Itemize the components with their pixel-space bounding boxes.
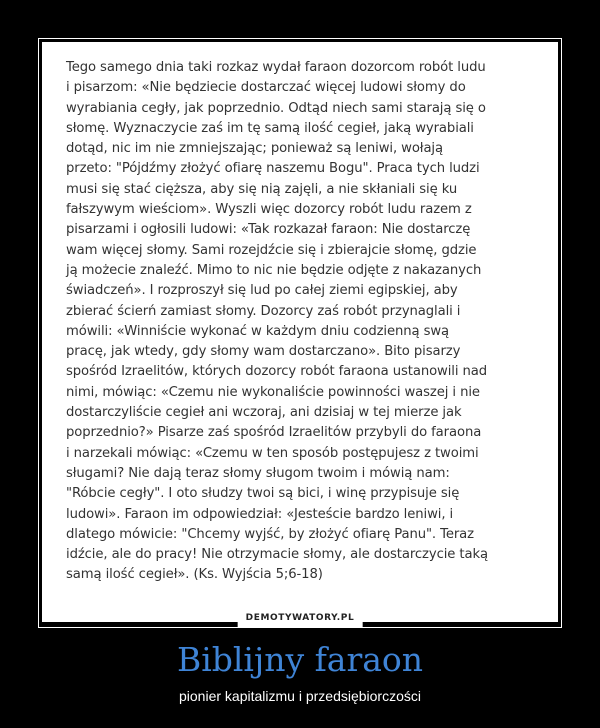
quote-line: pracę, jak wtedy, gdy słomy wam dostarczano». Bito pisarzy	[66, 344, 461, 360]
quote-line: spośród Izraelitów, których dozorcy robót faraona ustanowili nad	[66, 364, 488, 380]
quote-line: świadczeń». I rozproszył się lud po całej ziemi egipskiej, aby	[66, 283, 458, 299]
quote-line: wam więcej słomy. Sami rozejdźcie się i zbierajcie słomę, gdzie	[66, 242, 477, 258]
quote-text-block	[66, 58, 540, 586]
quote-line: ją możecie znaleźć. Mimo to nic nie będzie odjęte z nakazanych	[66, 262, 482, 278]
watermark-label: DEMOTYWATORY.PL	[238, 609, 363, 627]
poster-subtitle: pionier kapitalizmu i przedsiębiorczości	[179, 688, 421, 704]
quote-line: przeto: "Pójdźmy złożyć ofiarę naszemu Bogu". Praca tych ludzi	[66, 161, 480, 177]
quote-line: idźcie, ale do pracy! Nie otrzymacie słomy, ale dostarczycie taką	[66, 547, 488, 563]
quote-line: samą ilość cegieł». (Ks. Wyjścia 5;6-18)	[66, 567, 323, 583]
quote-line: "Róbcie cegły". I oto słudzy twoi są bici, i winę przypisuje się	[66, 486, 460, 502]
quote-line: ludowi». Faraon im odpowiedział: «Jesteście bardzo leniwi, i	[66, 506, 454, 522]
quote-line: dlatego mówicie: "Chcemy wyjść, by złożyć ofiarę Panu". Teraz	[66, 526, 474, 542]
poster-title: Biblijny faraon	[176, 640, 424, 679]
quote-line: fałszywym wieściom». Wyszli więc dozorcy robót ludu razem z	[66, 202, 472, 218]
quote-image-panel	[42, 42, 558, 622]
quote-line: mówili: «Winniście wykonać w każdym dniu codzienną swą	[66, 323, 450, 339]
quote-line: Tego samego dnia taki rozkaz wydał faraon dozorcom robót ludu	[66, 60, 486, 75]
quote-line: poprzednio?» Pisarze zaś spośród Izraelitów przybyli do faraona	[66, 425, 482, 441]
quote-line: nimi, mówiąc: «Czemu nie wykonaliście powinności waszej i nie	[66, 384, 480, 400]
quote-line: musi się stać cięższa, aby się nią zajęli, a nie skłaniali się ku	[66, 181, 458, 197]
quote-line: zbierać ścierń zamiast słomy. Dozorcy zaś robót przynaglali i	[66, 303, 461, 319]
quote-line: i narzekali mówiąc: «Czemu w ten sposób postępujesz z twoimi	[66, 445, 479, 461]
quote-line: wyrabiania cegły, jak poprzednio. Odtąd niech sami starają się o	[66, 100, 486, 116]
watermark-bar	[42, 609, 558, 627]
quote-line: pisarzami i ogłosili ludowi: «Tak rozkazał faraon: Nie dostarczę	[66, 222, 471, 238]
quote-line: słomę. Wyznaczycie zaś im tę samą ilość cegieł, jaką wyrabiali	[66, 120, 474, 136]
quote-line: dotąd, nic im nie zmniejszając; ponieważ są leniwi, wołają	[66, 141, 443, 157]
quote-line: i pisarzom: «Nie będziecie dostarczać więcej ludowi słomy do	[66, 80, 466, 96]
quote-line: dostarczyliście cegieł ani wczoraj, ani dzisiaj w tej mierze jak	[66, 405, 462, 421]
quote-line: sługami? Nie dają teraz słomy sługom twoim i mówią nam:	[66, 465, 450, 481]
